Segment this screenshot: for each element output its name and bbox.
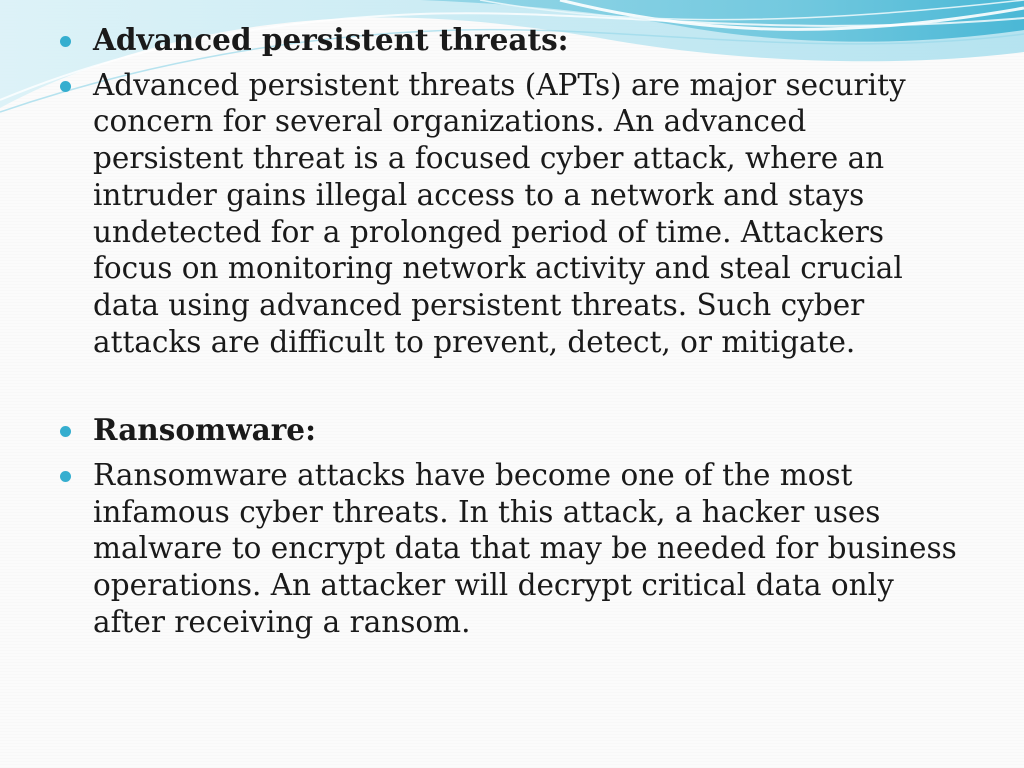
bullet-dot-icon [60,426,71,437]
bullet-heading-apt [58,22,958,59]
bullet-dot-icon [60,81,71,92]
section-spacer [58,360,958,412]
bullet-paragraph-apt [58,67,958,361]
slide-content [58,22,958,641]
bullet-dot-icon [60,471,71,482]
bullet-dot-icon [60,36,71,47]
bullet-heading-ransomware [58,412,958,449]
bullet-paragraph-ransomware [58,457,958,641]
ransomware-heading-text: Ransomware: [93,412,316,448]
ransomware-body-text: Ransomware attacks have become one of the most infamous cyber threats. In this attack, a hacker uses malware to encrypt data that may be needed for business operations. An attacker will decrypt critical data only after receiving a ransom. [93,458,957,639]
apt-body-text: Advanced persistent threats (APTs) are major security concern for several organizations. An advanced persistent threat is a focused cyber attack, where an intruder gains illegal access to a network and stays undetected for a prolonged period of time. Attackers focus on monitoring network activity and steal crucial data using advanced persistent threats. Such cyber attacks are difficult to prevent, detect, or mitigate. [93,67,906,359]
apt-heading-text: Advanced persistent threats: [93,22,569,57]
